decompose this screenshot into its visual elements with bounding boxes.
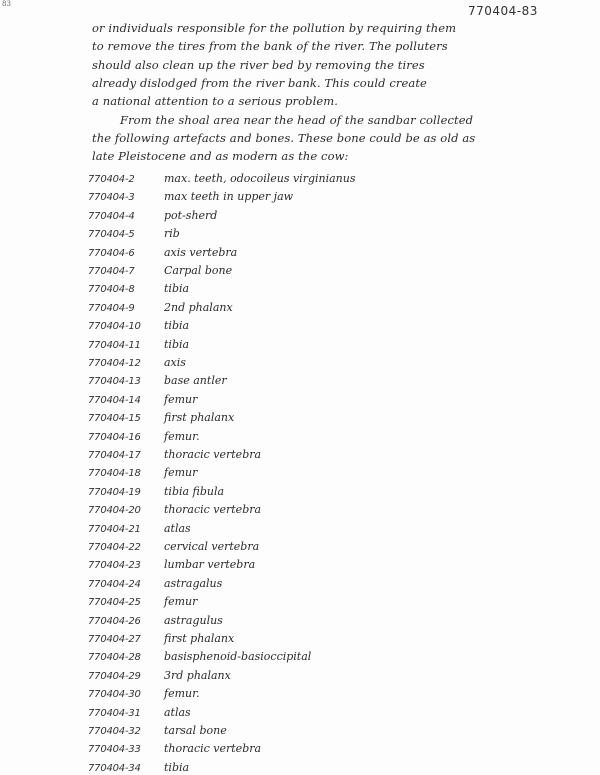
specimen-description: thoracic vertebra	[164, 503, 262, 517]
catalog-entry	[88, 609, 223, 625]
catalog-number: 770404-3	[88, 192, 135, 204]
catalog-number: 770404-22	[88, 542, 141, 553]
catalog-entry	[88, 333, 189, 349]
catalog-entry	[88, 572, 222, 588]
catalog-number: 770404-18	[88, 468, 141, 480]
catalog-number: 770404-20	[88, 505, 141, 517]
catalog-entry	[88, 645, 312, 664]
specimen-description: axis	[164, 356, 186, 369]
catalog-number: 770404-24	[88, 578, 141, 590]
catalog-entry	[88, 737, 262, 756]
catalog-number: 770404-28	[88, 652, 141, 664]
catalog-number: 770404-32	[88, 726, 141, 737]
specimen-description: max teeth in upper jaw	[164, 190, 294, 204]
specimen-description: rib	[164, 227, 180, 241]
specimen-description: astragulus	[164, 613, 223, 627]
specimen-description: max. teeth, odocoileus virginianus	[164, 172, 356, 185]
catalog-header-id: 770404-83	[468, 4, 538, 18]
catalog-entry	[88, 719, 227, 735]
catalog-number: 770404-31	[88, 707, 141, 719]
catalog-number: 770404-21	[88, 523, 141, 535]
catalog-number: 770404-29	[88, 670, 141, 682]
catalog-number: 770404-23	[88, 560, 141, 572]
catalog-entry	[88, 682, 200, 701]
specimen-description: atlas	[164, 705, 191, 719]
specimen-description: femur	[164, 466, 198, 480]
catalog-entry	[88, 664, 231, 680]
catalog-entry	[88, 351, 186, 367]
catalog-entry	[88, 388, 197, 404]
specimen-description: cervical vertebra	[164, 540, 260, 553]
specimen-description: 2nd phalanx	[164, 300, 233, 314]
specimen-description: base antler	[164, 374, 227, 388]
specimen-description: lumbar vertebra	[164, 558, 256, 572]
catalog-entry	[88, 425, 200, 441]
specimen-description: astragalus	[164, 576, 223, 590]
specimen-description: femur	[164, 392, 198, 406]
catalog-number: 770404-6	[88, 247, 135, 259]
catalog-number: 770404-26	[88, 615, 141, 627]
catalog-number: 770404-13	[88, 376, 141, 388]
specimen-description: tarsal bone	[164, 724, 227, 737]
paragraph-line: the following artefacts and bones. These bone could be as old as	[92, 131, 476, 145]
catalog-number: 770404-17	[88, 450, 141, 461]
specimen-description: tibia	[164, 337, 190, 351]
paragraph-line: to remove the tires from the bank of the river. The polluters	[92, 39, 448, 53]
catalog-entry	[88, 553, 256, 572]
catalog-entry	[88, 259, 232, 275]
catalog-number: 770404-33	[88, 744, 141, 756]
catalog-number: 770404-8	[88, 284, 135, 296]
catalog-number: 770404-30	[88, 689, 141, 701]
paragraph-line: should also clean up the river bed by removing the tires	[92, 58, 425, 72]
catalog-entry	[88, 277, 190, 296]
catalog-entry	[88, 204, 217, 220]
catalog-number: 770404-7	[88, 266, 135, 277]
catalog-number: 770404-2	[88, 174, 135, 185]
specimen-description: atlas	[164, 521, 191, 535]
specimen-description: first phalanx	[164, 411, 235, 425]
specimen-description: femur	[164, 595, 198, 609]
specimen-description: tibia	[164, 760, 190, 774]
catalog-number: 770404-5	[88, 229, 135, 241]
catalog-entry	[88, 517, 191, 533]
catalog-number: 770404-25	[88, 597, 141, 609]
catalog-entry	[88, 222, 180, 241]
paragraph-line: a national attention to a serious problem.	[92, 94, 339, 108]
specimen-description: thoracic vertebra	[164, 742, 262, 756]
specimen-description: first phalanx	[164, 632, 235, 645]
catalog-number: 770404-15	[88, 413, 141, 425]
specimen-description: 3rd phalanx	[164, 668, 231, 682]
catalog-number: 770404-4	[88, 210, 135, 222]
catalog-entry	[88, 369, 227, 388]
specimen-description: pot-sherd	[164, 208, 218, 222]
catalog-number: 770404-19	[88, 486, 141, 498]
paragraph-line: or individuals responsible for the pollution by requiring them	[92, 21, 457, 35]
specimen-description: thoracic vertebra	[164, 448, 262, 461]
paragraph-line: late Pleistocene and as modern as the cow:	[92, 149, 349, 163]
catalog-number: 770404-14	[88, 394, 141, 406]
catalog-number: 770404-9	[88, 302, 135, 314]
catalog-entry	[88, 443, 261, 459]
catalog-entry	[88, 241, 237, 257]
catalog-entry	[88, 756, 189, 772]
corner-mark: 83	[2, 0, 11, 8]
specimen-description: basisphenoid-basioccipital	[164, 650, 312, 664]
catalog-entry	[88, 185, 294, 204]
catalog-number: 770404-16	[88, 431, 141, 443]
specimen-description: femur.	[164, 429, 200, 443]
catalog-number: 770404-10	[88, 321, 141, 333]
specimen-description: axis vertebra	[164, 245, 238, 259]
catalog-entry	[88, 461, 198, 480]
catalog-number: 770404-12	[88, 358, 141, 369]
catalog-entry	[88, 314, 190, 333]
catalog-entry	[88, 590, 198, 609]
catalog-entry	[88, 480, 224, 496]
specimen-description: tibia	[164, 319, 190, 333]
paragraph-line: already dislodged from the river bank. This could create	[92, 76, 427, 90]
catalog-entry	[88, 296, 233, 312]
catalog-number: 770404-27	[88, 634, 141, 645]
paragraph-line: From the shoal area near the head of the sandbar collected	[120, 113, 474, 127]
catalog-number: 770404-11	[88, 339, 141, 351]
catalog-entry	[88, 701, 191, 717]
catalog-entry	[88, 498, 262, 517]
catalog-entry	[88, 167, 356, 183]
catalog-entry	[88, 535, 259, 551]
specimen-description: tibia	[164, 282, 190, 296]
catalog-number: 770404-34	[88, 762, 141, 774]
specimen-description: femur.	[164, 687, 200, 701]
specimen-description: Carpal bone	[164, 264, 233, 277]
specimen-description: tibia fibula	[164, 484, 225, 498]
catalog-entry	[88, 406, 235, 425]
catalog-entry	[88, 627, 234, 643]
